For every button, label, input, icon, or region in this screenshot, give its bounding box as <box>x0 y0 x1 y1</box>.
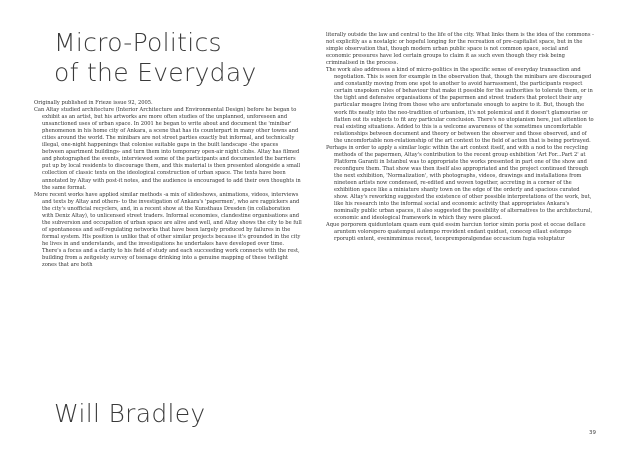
author-name: Will Bradley <box>54 399 206 428</box>
article-title <box>54 28 304 88</box>
paragraph: Aque porporem quiduntotam quam eum quid essim harciun torior simin poria post et occae dellace aruntem volorepero quatempui autempo rrovident endant quidust, conecep ellaut estempo rporupti entent, evenimmimus recest, tecepremporalgendae occuscium fugia voluptatur <box>326 222 586 243</box>
title-line-2: of the Everyday <box>54 58 257 87</box>
paragraph: The work also addresses a kind of micro-politics in the specific sense of everyday transaction and negotiation. This is seen for example in the observation that, though the minibars are discouraged and constantly moving from one spot to another to avoid harrassment, the participants respect certain unspoken rules of behaviour that make it possible for the authorities to tolerate them, or in the tight and defensive organisations of the papermen and street traders that protect their any particular meagre living from those who are unfortunate enough to aspire to it. But, though the work fits neatly into the neo-tradition of urbanism, it's not polemical and it doesn't glamourise or flatten out its subjects to fit any particular conclusion. There's no utopianism here, just attention to real existing situations. Added to this is a welcome awareness of the sometimes uncomfortable relationships between document and theory or between the observer and those observed, and of the uncomfortable non-relationship of the art context to the field of action that is being portrayed. <box>326 67 594 144</box>
left-text-column <box>34 100 302 392</box>
title-line-1: Micro-Politics <box>54 28 222 57</box>
paragraph-continued: literally outside the law and central to the life of the city. What links them is the idea of the commons -not explicitly as a nostalgic or hopeful longing for the recreation of pre-capitalist space, but in the simple observation that, though modern urban public space is not common space, social and economic pressures have led certain groups to claim it as such even though they risk being criminalised in the process. <box>326 32 594 67</box>
paragraph: More recent works have applied similar methods -a mix of slideshows, animations, videos, interviews and texts by Altay and others- to the investigation of Ankara's 'papermen', who are ragpickers and the city's unofficial recyclers, and, in a recent show at the Kunsthaus Dresden (in collaboration with Deniz Altay), to unlicensed street traders. Informal economies, clandestine organisations and the subversion and occupation of urban space are alive and well, and Altay shows the city to be full of spontaneous and self-regulating networks that have been largely produced by failures in the formal system. His position is unlike that of other similar projects because it's grounded in the city he lives in and understands, and the investigations he undertakes have developed over time. There's a focus and a clarity to his field of study and each succeeding work connects with the rest, building from a zeitgeisty survey of teenage drinking into a genuine mapping of these twilight zones that are both <box>34 191 302 269</box>
page-number: 39 <box>589 430 596 436</box>
paragraph: Perhaps in order to apply a similar logic within the art context itself, and with a nod to the recycling methods of the papermen, Altay's contribution to the recent group exhibition 'Art For...Part 2' at Platform Garanti in Istanbul was to appropriate the works presented in part one of the show and reconfigure them. That show was then itself also appropriated and the project continued through the next exhibition, 'Normalization', with photographs, videos, drawings and installations from nineteen artists now condensed, re-edited and woven together, accreting in a corner of the exhibition space like a miniature shanty town on the edge of the orderly and spacious curated show. Altay's reworking suggested the existence of other possible interpretations of the work, but, like his research into the informal social and economic activity that appropriates Ankara's nominally public urban spaces, it also suggested the possibility of alternatives to the architectural, economic and ideological framework in which they were placed. <box>326 144 593 222</box>
publication-note: Originally published in Frieze issue 92, 2005. <box>34 100 153 106</box>
right-text-column <box>326 32 594 422</box>
paragraph: Can Altay studied architecture (Interior Architecture and Environmental Design) before he began to exhibit as an artist, but his artworks are more often studies of the unplanned, unforeseen and unsanctioned uses of urban space. In 2001 he began to write about and document the 'minibar' phenomenon in his home city of Ankara, a scene that has its counterpart in many other towns and cities around the world. The minibars are not street parties exactly but informal, and technically illegal, one-night happenings that colonise suitable gaps in the built landscape -the spaces between apartment buildings- and turn them into temporary open-air night clubs. Altay has filmed and photographed the events, interviewed some of the participants and documented the barriers put up by local residents to discourage them, and this material is then presented alongside a small collection of classic texts on the ideological construction of urban space. The texts have been annotated by Altay with post-it notes, and the audience is encouraged to add their own thoughts in the same format. <box>34 107 301 191</box>
